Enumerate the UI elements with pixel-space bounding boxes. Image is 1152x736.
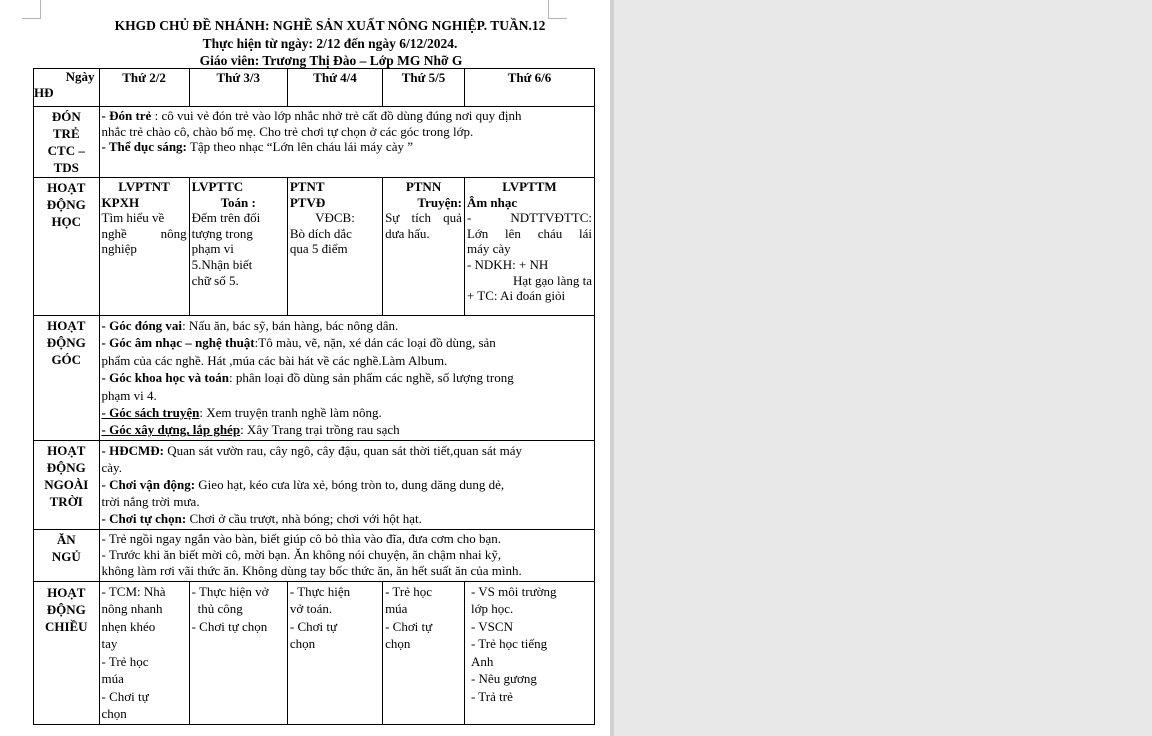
goc-xay-dung: - Góc xây dựng, lắp ghép: Xây Trang trại trồng rau sạch (101, 422, 400, 438)
label-don-tre: ĐÓN TRẺ CTC – TDS (34, 107, 100, 178)
choi-tu-chon-line: - Chơi tự chọn: Chơi ở cầu trượt, nhà bóng; chơi với hột hạt. (101, 510, 422, 526)
hoc-tue: LVPTTC Toán : Đếm trên đối tượng trong phạm vi 5.Nhận biết chữ số 5. (189, 178, 287, 316)
hoc-wed: PTNT PTVĐ VĐCB: Bò dích dắc qua 5 điểm (287, 178, 382, 316)
teacher-info: Giáo viên: Trương Thị Đào – Lớp MG Nhỡ G (199, 53, 463, 68)
hoc-fri-subject: Âm nhạc (466, 194, 518, 210)
row-ngoai-troi (34, 440, 595, 529)
chieu-wed: - Thực hiện vở toán. - Chơi tự chọn (287, 581, 382, 724)
day-header-row (34, 69, 595, 107)
corner-day-label: Ngày (65, 69, 95, 84)
label-hoat-dong-goc: HOẠT ĐỘNG GÓC (34, 316, 100, 441)
weekly-plan-table (33, 68, 595, 725)
goc-am-nhac: - Góc âm nhạc – nghệ thuật:Tô màu, vẽ, nặn, xé dán các loại đồ dùng, sản (101, 335, 496, 351)
goc-dong-vai: - Góc đóng vai: Nấu ăn, bác sỹ, bán hàng, bác nông dân. (101, 318, 399, 333)
hoc-tue-subject: Toán : (220, 194, 256, 210)
corner-cell (34, 69, 100, 107)
hoc-thu-area: PTNN (405, 179, 442, 194)
page-edge-shadow (610, 0, 614, 736)
hoc-tue-area: LVPTTC (191, 179, 244, 194)
day-header-thu: Thứ 5/5 (383, 69, 465, 107)
document-title: KHGD CHỦ ĐỀ NHÁNH: NGHỀ SẢN XUẤT NÔNG NGHIỆP. TUẦN.12 (114, 18, 546, 33)
an-ngu-content: - Trẻ ngồi ngay ngắn vào bàn, biết giúp cô bỏ thìa vào đĩa, đưa cơm cho bạn. - Trước khi ăn biết mời cô, mời bạn. Ăn không nói chuyện, ăn chậm nhai kỹ, không làm rơi vãi thức ăn. Không dùng tay bốc thức ăn, ăn hết suất ăn của mình. (99, 529, 594, 581)
hoc-fri: LVPTTM Âm nhạc - NDTTVĐTTC: Lớn lên cháu lái máy cày - NDKH: + NH Hạt gạo làng ta + TC: Ai đoán giỏi (464, 178, 594, 316)
label-hoat-dong-chieu: HOẠT ĐỘNG CHIỀU (34, 581, 100, 724)
day-header-fri: Thứ 6/6 (464, 69, 594, 107)
row-hoat-dong-hoc (34, 178, 595, 316)
row-hoat-dong-goc (34, 316, 595, 441)
hoat-dong-goc-content: - Góc đóng vai: Nấu ăn, bác sỹ, bán hàng, bác nông dân. - Góc âm nhạc – nghệ thuật:Tô màu, vẽ, nặn, xé dán các loại đồ dùng, sản phẩm của các nghề. Hát ,múa các bài hát về các nghề.Làm Album. - Góc khoa học và toán: phân loại đồ dùng sản phẩm các nghề, số lượng trong phạm vi 4. - Góc sách truyện: Xem truyện tranh nghề làm nông. - Góc xây dựng, lắp ghép: Xây Trang trại trồng rau sạch (99, 316, 594, 441)
day-header-mon: Thứ 2/2 (99, 69, 189, 107)
corner-activity-label: HĐ (34, 84, 54, 100)
hoc-fri-area: LVPTTM (502, 179, 557, 194)
the-duc-sang-line: - Thể dục sáng: Tập theo nhạc “Lớn lên cháu lái máy cày ” (101, 139, 413, 155)
row-an-ngu (34, 529, 595, 581)
don-tre-content (99, 107, 594, 178)
label-an-ngu: ĂN NGỦ (34, 529, 100, 581)
date-range: Thực hiện từ ngày: 2/12 đến ngày 6/12/2024. (202, 36, 458, 51)
row-don-tre (34, 107, 595, 178)
don-tre-line-2: nhắc trẻ chào cô, chào bố mẹ. Cho trẻ chơi tự chọn ở các góc trong lớp. (101, 123, 474, 139)
row-hoat-dong-chieu (34, 581, 595, 724)
hoc-mon-subject: KPXH (101, 194, 140, 210)
chieu-fri: - VS môi trường lớp học. - VSCN - Trẻ học tiếng Anh - Nêu gương - Trả trẻ (464, 581, 594, 724)
hoc-thu-subject: Truyện: (417, 194, 462, 210)
chieu-mon: - TCM: Nhà nông nhanh nhẹn khéo tay - Trẻ học múa - Chơi tự chọn (99, 581, 189, 724)
hoc-wed-subject: PTVĐ (289, 194, 326, 210)
day-header-tue: Thứ 3/3 (189, 69, 287, 107)
goc-sach-truyen: - Góc sách truyện: Xem truyện tranh nghề làm nông. (101, 405, 382, 421)
hoc-mon: LVPTNT KPXH Tìm hiểu về nghề nông nghiệp (99, 178, 189, 316)
label-ngoai-troi: HOẠT ĐỘNG NGOÀI TRỜI (34, 440, 100, 529)
hoc-mon-area: LVPTNT (118, 179, 170, 194)
hoc-wed-area: PTNT (289, 179, 325, 194)
chieu-thu: - Trẻ học múa - Chơi tự chọn (383, 581, 465, 724)
chieu-tue: - Thực hiện vở thủ công - Chơi tự chọn (189, 581, 287, 724)
choi-van-dong-line: - Chơi vận động: Gieo hạt, kéo cưa lừa xẻ, bóng tròn to, dung dăng dung dẻ, (101, 476, 505, 492)
hoc-thu: PTNN Truyện: Sự tích quả dưa hấu. (383, 178, 465, 316)
don-tre-line-1: - Đón trẻ : cô vui vẻ đón trẻ vào lớp nhắc nhở trẻ cất đồ dùng đúng nơi quy định (101, 108, 522, 123)
goc-khoa-hoc: - Góc khoa học và toán: phân loại đồ dùng sản phẩm các nghề, số lượng trong (101, 370, 514, 386)
label-hoat-dong-hoc: HOẠT ĐỘNG HỌC (34, 178, 100, 316)
ngoai-troi-content: - HĐCMĐ: Quan sát vườn rau, cây ngô, cây đậu, quan sát thời tiết,quan sát máy cày. - Chơi vận động: Gieo hạt, kéo cưa lừa xẻ, bóng tròn to, dung dăng dung dẻ, trời nắng trời mưa. - Chơi tự chọn: Chơi ở cầu trượt, nhà bóng; chơi với hột hạt. (99, 440, 594, 529)
day-header-wed: Thứ 4/4 (287, 69, 382, 107)
hdcmd-line: - HĐCMĐ: Quan sát vườn rau, cây ngô, cây đậu, quan sát thời tiết,quan sát máy (101, 442, 522, 458)
